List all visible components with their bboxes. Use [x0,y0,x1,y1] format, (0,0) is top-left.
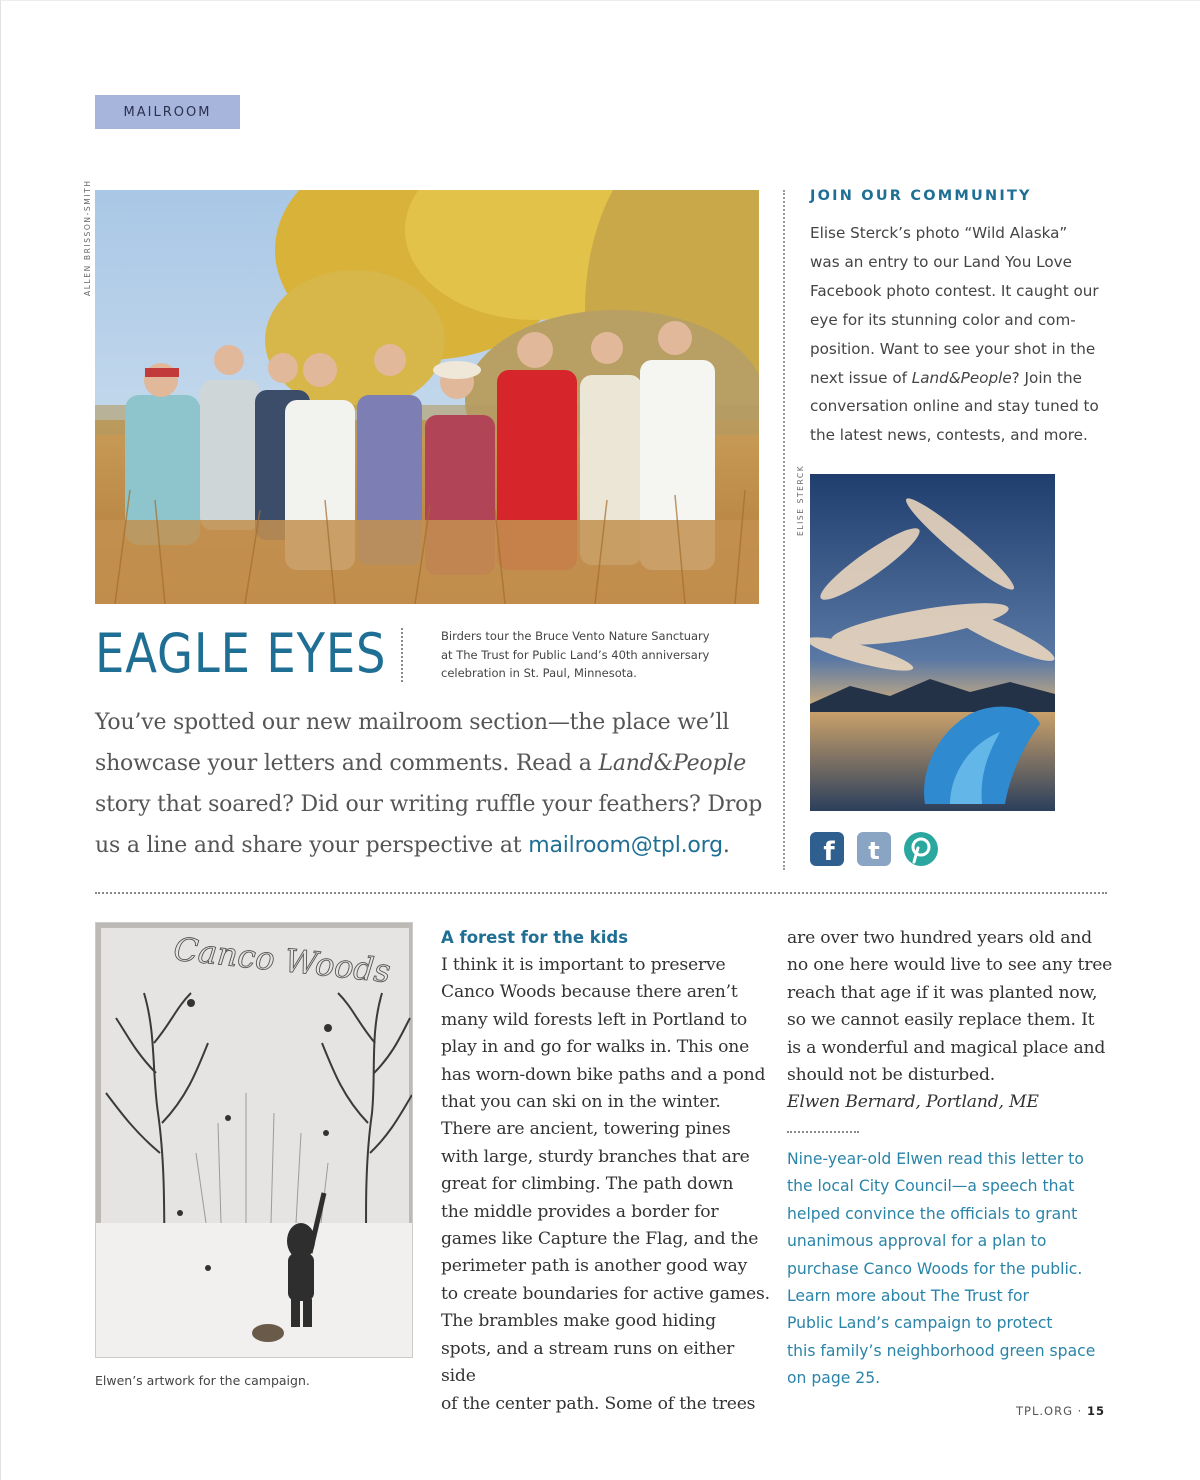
headline: EAGLE EYES [95,622,387,685]
canco-woods-drawing [96,923,413,1358]
letter-line: I think it is important to preserve [441,955,726,975]
letter-line: are over two hundred years old and [787,928,1092,948]
pinterest-button[interactable] [904,832,938,866]
page-folio [1016,1404,1105,1418]
wild-alaska-art [810,474,1055,811]
letter-line: has worn-down bike paths and a pond [441,1064,766,1085]
letter-line: perimeter path is another good way [441,1256,748,1277]
magazine-title: Land&People [911,368,1012,387]
community-line: eye for its stunning color and com- [810,310,1076,329]
letter-column-1 [441,952,771,1418]
twitter-icon [857,832,891,866]
letter-line: reach that age if it was planted now, [787,982,1098,1003]
facebook-glyph: f [823,837,835,866]
letter-line: spots, and a stream runs on either side [441,1338,735,1387]
wild-alaska-photo [810,474,1055,811]
intro-text: . [722,833,730,858]
main-photo-credit: ALLEN BRISSON-SMITH [83,179,92,296]
note-line: Learn more about The Trust for [787,1287,1029,1306]
note-line: Nine-year-old Elwen read this letter to [787,1150,1084,1168]
community-body [810,219,1110,450]
section-tag: MAILROOM [95,95,240,129]
email-link[interactable]: mailroom@tpl.org [528,833,723,858]
note-line: on page 25. [787,1369,881,1388]
facebook-icon [810,832,844,866]
letter-line: play in and go for walks in. This one [441,1037,750,1058]
facebook-button[interactable] [810,832,844,866]
letter-line: Canco Woods because there aren’t [441,982,738,1003]
alaska-photo-credit: ELISE STERCK [796,464,805,536]
letter-title: A forest for the kids [441,928,629,947]
letter-line: with large, sturdy branches that are [441,1146,750,1167]
artwork-caption: Elwen’s artwork for the campaign. [95,1373,310,1388]
folio-site: TPL.ORG [1016,1404,1074,1418]
editor-note [787,1146,1117,1393]
note-divider [787,1131,859,1133]
community-line [810,364,1110,393]
artwork-title: Canco Woods [171,929,393,991]
community-line: position. Want to see your shot in the [810,339,1096,358]
letter-column-2 [787,925,1117,1117]
section-divider [95,892,1107,894]
note-line: this family’s neighborhood green space [787,1341,1096,1360]
letter-line: the middle provides a border for [441,1201,719,1222]
community-text: ? Join the [1011,368,1082,387]
caption-line: at The Trust for Public Land’s 40th anniversary [441,647,710,662]
twitter-button[interactable] [857,832,891,866]
community-line: Facebook photo contest. It caught our [810,281,1099,300]
page-number: 15 [1086,1404,1105,1418]
community-heading: JOIN OUR COMMUNITY [810,188,1032,204]
caption-line: Birders tour the Bruce Vento Nature Sanctuary [441,629,710,643]
birders-photo [95,190,759,604]
main-photo-caption [441,627,710,683]
caption-line: celebration in St. Paul, Minnesota. [441,666,637,680]
community-line: conversation online and stay tuned to [810,397,1099,416]
letter-line: The brambles make good hiding [441,1311,716,1332]
note-line: the local City Council—a speech that [787,1177,1075,1196]
note-line: Public Land’s campaign to protect [787,1314,1053,1333]
community-line: was an entry to our Land You Love [810,252,1072,271]
community-line: the latest news, contests, and more. [810,426,1088,445]
letter-line: of the center path. Some of the trees [441,1393,756,1414]
letter-line: is a wonderful and magical place and [787,1037,1106,1058]
community-text: next issue of [810,368,912,387]
letter-line: so we cannot easily replace them. It [787,1010,1095,1031]
intro-text: story that soared? Did our writing ruffle your feathers? Drop us a line and share your perspective at [95,792,763,858]
intro-paragraph [95,702,765,866]
letter-line: no one here would live to see any tree [787,955,1113,976]
community-line: Elise Sterck’s photo “Wild Alaska” [810,224,1068,242]
canco-woods-artwork [95,922,413,1358]
twitter-glyph: t [868,837,880,865]
letter-line: should not be disturbed. [787,1065,996,1086]
letter-line: games like Capture the Flag, and the [441,1229,759,1250]
note-line: helped convince the officials to grant [787,1204,1078,1223]
letter-line: There are ancient, towering pines [441,1119,731,1140]
pinterest-icon [904,832,938,866]
column-divider [783,190,785,870]
intro-text: You’ve spotted our new mailroom section—the place we’ll showcase your letters and comments. Read a [95,710,730,776]
letter-line: that you can ski on in the winter. [441,1092,721,1113]
letter-line: great for climbing. The path down [441,1174,734,1195]
letter-signature: Elwen Bernard, Portland, ME [787,1092,1039,1113]
letter-line: many wild forests left in Portland to [441,1009,747,1030]
note-line: purchase Canco Woods for the public. [787,1259,1083,1278]
folio-separator: · [1073,1404,1087,1418]
note-line: unanimous approval for a plan to [787,1232,1047,1251]
letter-line: to create boundaries for active games. [441,1283,770,1304]
magazine-title: Land&People [598,751,747,776]
birders-photo-art [95,190,759,604]
headline-divider [401,628,403,682]
